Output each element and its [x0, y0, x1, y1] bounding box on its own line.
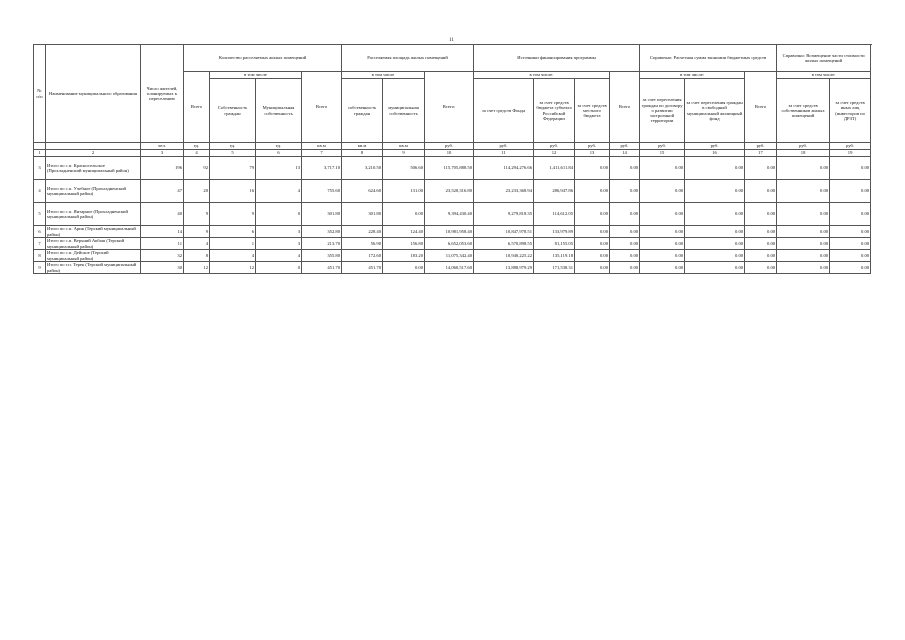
cell-c-total: 20 [184, 180, 210, 203]
unit-cell: руб. [745, 143, 777, 150]
cell-e-1: 0.00 [640, 238, 685, 250]
cell-name: Итого по г.п. Терек (Терский муниципальный район) [46, 262, 141, 274]
cell-c-mun: 4 [256, 180, 302, 203]
header-area-total: Всего [302, 72, 342, 143]
cell-r-2: 0.00 [830, 262, 871, 274]
table-row [34, 203, 871, 226]
cell-f-total: 9,394,430.40 [425, 203, 474, 226]
cell-people: 47 [141, 180, 184, 203]
cell-r-1: 0.00 [777, 157, 830, 180]
cell-no: 3 [34, 157, 46, 180]
cell-e-total: 0.00 [610, 180, 640, 203]
cell-r-total: 0.00 [745, 203, 777, 226]
cell-e-total: 0.00 [610, 262, 640, 274]
cell-name: Итого по с.п. Верхний Акбаш (Терский муниципальный район) [46, 238, 141, 250]
header-count-incl: в том числе [210, 72, 302, 79]
unit-cell: кв.м [383, 143, 425, 150]
cell-r-total: 0.00 [745, 262, 777, 274]
cell-c-total: 12 [184, 262, 210, 274]
col-number: 15 [640, 150, 685, 157]
cell-f-subj: 135,119.18 [534, 250, 575, 262]
unit-cell: ед. [256, 143, 302, 150]
cell-c-total: 8 [184, 250, 210, 262]
cell-a-priv: 451.70 [342, 262, 383, 274]
cell-r-1: 0.00 [777, 262, 830, 274]
cell-e-2: 0.00 [685, 157, 745, 180]
cell-f-local: 0.00 [575, 250, 610, 262]
cell-a-total: 755.60 [302, 180, 342, 203]
header-group-compensation: Справочно: Возмещение части стоимости жилых помещений [777, 45, 871, 72]
cell-c-mun: 3 [256, 226, 302, 238]
cell-a-mun: 131.00 [383, 180, 425, 203]
cell-c-priv: 16 [210, 180, 256, 203]
cell-name: Итого по с.п. Янтарное (Прохладненский муниципальный район) [46, 203, 141, 226]
cell-no: 6 [34, 226, 46, 238]
header-savings-2: за счет переселения граждан в свободный муниципальный жилищный фонд [685, 79, 745, 143]
cell-e-1: 0.00 [640, 262, 685, 274]
table-row [34, 226, 871, 238]
cell-e-total: 0.00 [610, 250, 640, 262]
col-number: 7 [302, 150, 342, 157]
cell-a-priv: 301.80 [342, 203, 383, 226]
header-comp-1: за счет средств собственников жилых помещений [777, 79, 830, 143]
cell-e-1: 0.00 [640, 203, 685, 226]
cell-e-2: 0.00 [685, 250, 745, 262]
cell-a-priv: 624.60 [342, 180, 383, 203]
unit-cell: чел. [141, 143, 184, 150]
unit-cell: руб. [425, 143, 474, 150]
cell-f-fund: 9,279,818.35 [474, 203, 534, 226]
cell-c-mun: 3 [256, 238, 302, 250]
data-rows [34, 157, 871, 274]
cell-f-subj: 81,155.05 [534, 238, 575, 250]
cell-r-total: 0.00 [745, 226, 777, 238]
col-number: 12 [534, 150, 575, 157]
col-number: 1 [34, 150, 46, 157]
units-row [34, 143, 871, 150]
col-number: 6 [256, 150, 302, 157]
cell-f-total: 14,060,517.60 [425, 262, 474, 274]
header-people: Число жителей, планируемых к переселению [141, 45, 184, 143]
cell-no: 7 [34, 238, 46, 250]
cell-r-1: 0.00 [777, 203, 830, 226]
cell-r-total: 0.00 [745, 238, 777, 250]
col-number: 8 [342, 150, 383, 157]
cell-a-mun: 0.00 [383, 203, 425, 226]
header-count-total: Всего [184, 72, 210, 143]
table-row [34, 238, 871, 250]
unit-cell: кв.м [302, 143, 342, 150]
cell-a-mun: 0.00 [383, 262, 425, 274]
cell-f-fund: 10,940,225.22 [474, 250, 534, 262]
table-row [34, 157, 871, 180]
cell-c-priv: 12 [210, 262, 256, 274]
unit-cell: ед. [184, 143, 210, 150]
cell-people: 40 [141, 203, 184, 226]
header-area-private: собственность граждан [342, 79, 383, 143]
cell-c-total: 9 [184, 203, 210, 226]
cell-c-mun: 0 [256, 262, 302, 274]
header-fin-subject: за счет средств бюджета субъекта Российской Федерации [534, 79, 575, 143]
cell-no: 4 [34, 180, 46, 203]
header-comp-total: Всего [745, 72, 777, 143]
header-savings-1: за счет переселения граждан по договору о развитии застроенной территории [640, 79, 685, 143]
col-number: 17 [745, 150, 777, 157]
cell-e-2: 0.00 [685, 262, 745, 274]
header-group-area: Расселяемая площадь жилых помещений [342, 45, 474, 72]
header-savings-incl: в том числе: [640, 72, 745, 79]
cell-f-subj: 1,411,611.84 [534, 157, 575, 180]
cell-f-subj: 114,612.05 [534, 203, 575, 226]
cell-f-fund: 23,233,368.94 [474, 180, 534, 203]
page-number: 11 [449, 38, 454, 43]
unit-cell: руб. [575, 143, 610, 150]
cell-no: 5 [34, 203, 46, 226]
cell-c-total: 92 [184, 157, 210, 180]
cell-people: 30 [141, 262, 184, 274]
cell-a-priv: 3,210.50 [342, 157, 383, 180]
cell-c-priv: 4 [210, 250, 256, 262]
cell-a-total: 3,717.10 [302, 157, 342, 180]
col-number: 2 [46, 150, 141, 157]
col-number: 4 [184, 150, 210, 157]
cell-r-1: 0.00 [777, 250, 830, 262]
cell-c-mun: 0 [256, 203, 302, 226]
cell-e-2: 0.00 [685, 203, 745, 226]
cell-r-2: 0.00 [830, 203, 871, 226]
cell-f-fund: 13,888,979.29 [474, 262, 534, 274]
cell-a-priv: 172.60 [342, 250, 383, 262]
header-no: № п/п [34, 45, 46, 143]
col-number: 13 [575, 150, 610, 157]
header-group-savings: Справочно: Расчетная сумма экономии бюджетных средств [640, 45, 777, 72]
table-row [34, 250, 871, 262]
unit-cell: ед. [210, 143, 256, 150]
cell-r-2: 0.00 [830, 226, 871, 238]
header-fin-fund: за счет средств Фонда [474, 79, 534, 143]
header-fin-local: за счет средств местного бюджета [575, 79, 610, 143]
cell-f-fund: 114,294,276.66 [474, 157, 534, 180]
unit-cell: руб. [640, 143, 685, 150]
cell-a-mun: 156.80 [383, 238, 425, 250]
cell-a-total: 355.80 [302, 250, 342, 262]
program-table-sheet [33, 44, 870, 274]
cell-r-total: 0.00 [745, 250, 777, 262]
cell-f-total: 23,520,316.80 [425, 180, 474, 203]
table-row [34, 180, 871, 203]
unit-cell: руб. [777, 143, 830, 150]
cell-f-total: 6,652,053.60 [425, 238, 474, 250]
cell-e-2: 0.00 [685, 226, 745, 238]
cell-people: 14 [141, 226, 184, 238]
column-numbers-row [34, 150, 871, 157]
cell-name: Итого по с.п. Красносельское (Прохладненский муниципальный район) [46, 157, 141, 180]
cell-f-subj: 133,979.89 [534, 226, 575, 238]
cell-r-1: 0.00 [777, 180, 830, 203]
header-count-municipal: Муниципальная собственность [256, 79, 302, 143]
header-savings-total: Всего [610, 72, 640, 143]
cell-r-total: 0.00 [745, 157, 777, 180]
cell-e-total: 0.00 [610, 203, 640, 226]
cell-e-2: 0.00 [685, 180, 745, 203]
cell-c-priv: 9 [210, 203, 256, 226]
cell-e-2: 0.00 [685, 238, 745, 250]
header-area-incl: в том числе [342, 72, 425, 79]
unit-cell: руб. [685, 143, 745, 150]
header-comp-2: за счет средств иных лиц (инвесторов по ДРЗТ) [830, 79, 871, 143]
col-number: 10 [425, 150, 474, 157]
cell-no: 8 [34, 250, 46, 262]
col-number: 9 [383, 150, 425, 157]
col-number: 11 [474, 150, 534, 157]
header-group-count: Количество расселяемых жилых помещений [184, 45, 342, 72]
cell-a-mun: 506.60 [383, 157, 425, 180]
cell-e-1: 0.00 [640, 180, 685, 203]
cell-e-1: 0.00 [640, 226, 685, 238]
header-count-private: Собственность граждан [210, 79, 256, 143]
header-fin-total: Всего: [425, 72, 474, 143]
cell-r-1: 0.00 [777, 238, 830, 250]
cell-a-mun: 183.20 [383, 250, 425, 262]
cell-c-priv: 79 [210, 157, 256, 180]
cell-r-total: 0.00 [745, 180, 777, 203]
col-number: 19 [830, 150, 871, 157]
cell-people: 196 [141, 157, 184, 180]
cell-name: Итого по с.п. Учебное (Прохладненский муниципальный район) [46, 180, 141, 203]
cell-c-mun: 4 [256, 250, 302, 262]
cell-f-total: 10,981,958.40 [425, 226, 474, 238]
header-area-municipal: муниципальная собственность [383, 79, 425, 143]
cell-f-local: 0.00 [575, 203, 610, 226]
cell-r-2: 0.00 [830, 250, 871, 262]
col-number: 5 [210, 150, 256, 157]
cell-c-priv: 1 [210, 238, 256, 250]
table-row [34, 262, 871, 274]
unit-cell: руб. [830, 143, 871, 150]
cell-e-1: 0.00 [640, 250, 685, 262]
cell-a-total: 301.80 [302, 203, 342, 226]
cell-e-total: 0.00 [610, 157, 640, 180]
header-comp-incl: в том числе: [777, 72, 871, 79]
col-number: 14 [610, 150, 640, 157]
cell-c-total: 4 [184, 238, 210, 250]
col-number: 18 [777, 150, 830, 157]
cell-c-mun: 13 [256, 157, 302, 180]
cell-a-priv: 228.40 [342, 226, 383, 238]
cell-a-total: 213.70 [302, 238, 342, 250]
header-group-finance: Источники финансирования программы [474, 45, 640, 72]
cell-f-total: 115,705,888.50 [425, 157, 474, 180]
cell-f-local: 0.00 [575, 180, 610, 203]
cell-name: Итого по с.п. Дейское (Терский муниципальный район) [46, 250, 141, 262]
header-name: Наименование муниципального образования [46, 45, 141, 143]
unit-cell: руб. [610, 143, 640, 150]
cell-e-total: 0.00 [610, 238, 640, 250]
cell-e-1: 0.00 [640, 157, 685, 180]
cell-no: 9 [34, 262, 46, 274]
cell-f-local: 0.00 [575, 238, 610, 250]
cell-f-fund: 6,570,898.55 [474, 238, 534, 250]
cell-r-1: 0.00 [777, 226, 830, 238]
cell-a-total: 451.70 [302, 262, 342, 274]
cell-r-2: 0.00 [830, 238, 871, 250]
cell-c-total: 9 [184, 226, 210, 238]
cell-e-total: 0.00 [610, 226, 640, 238]
cell-f-fund: 10,847,978.51 [474, 226, 534, 238]
cell-a-total: 352.80 [302, 226, 342, 238]
cell-a-mun: 124.40 [383, 226, 425, 238]
unit-cell: руб. [534, 143, 575, 150]
cell-f-local: 0.00 [575, 226, 610, 238]
cell-a-priv: 56.90 [342, 238, 383, 250]
program-table [33, 44, 871, 274]
cell-f-local: 0.00 [575, 262, 610, 274]
cell-r-2: 0.00 [830, 157, 871, 180]
unit-cell: кв.м [342, 143, 383, 150]
cell-c-priv: 6 [210, 226, 256, 238]
cell-r-2: 0.00 [830, 180, 871, 203]
cell-f-subj: 286,947.86 [534, 180, 575, 203]
col-number: 16 [685, 150, 745, 157]
cell-f-local: 0.00 [575, 157, 610, 180]
unit-cell: руб. [474, 143, 534, 150]
col-number: 3 [141, 150, 184, 157]
cell-f-subj: 171,538.31 [534, 262, 575, 274]
header-fin-incl: в том числе: [474, 72, 610, 79]
cell-name: Итого по с.п. Арик (Терский муниципальный район) [46, 226, 141, 238]
cell-people: 32 [141, 250, 184, 262]
cell-f-total: 11,075,342.40 [425, 250, 474, 262]
cell-people: 11 [141, 238, 184, 250]
